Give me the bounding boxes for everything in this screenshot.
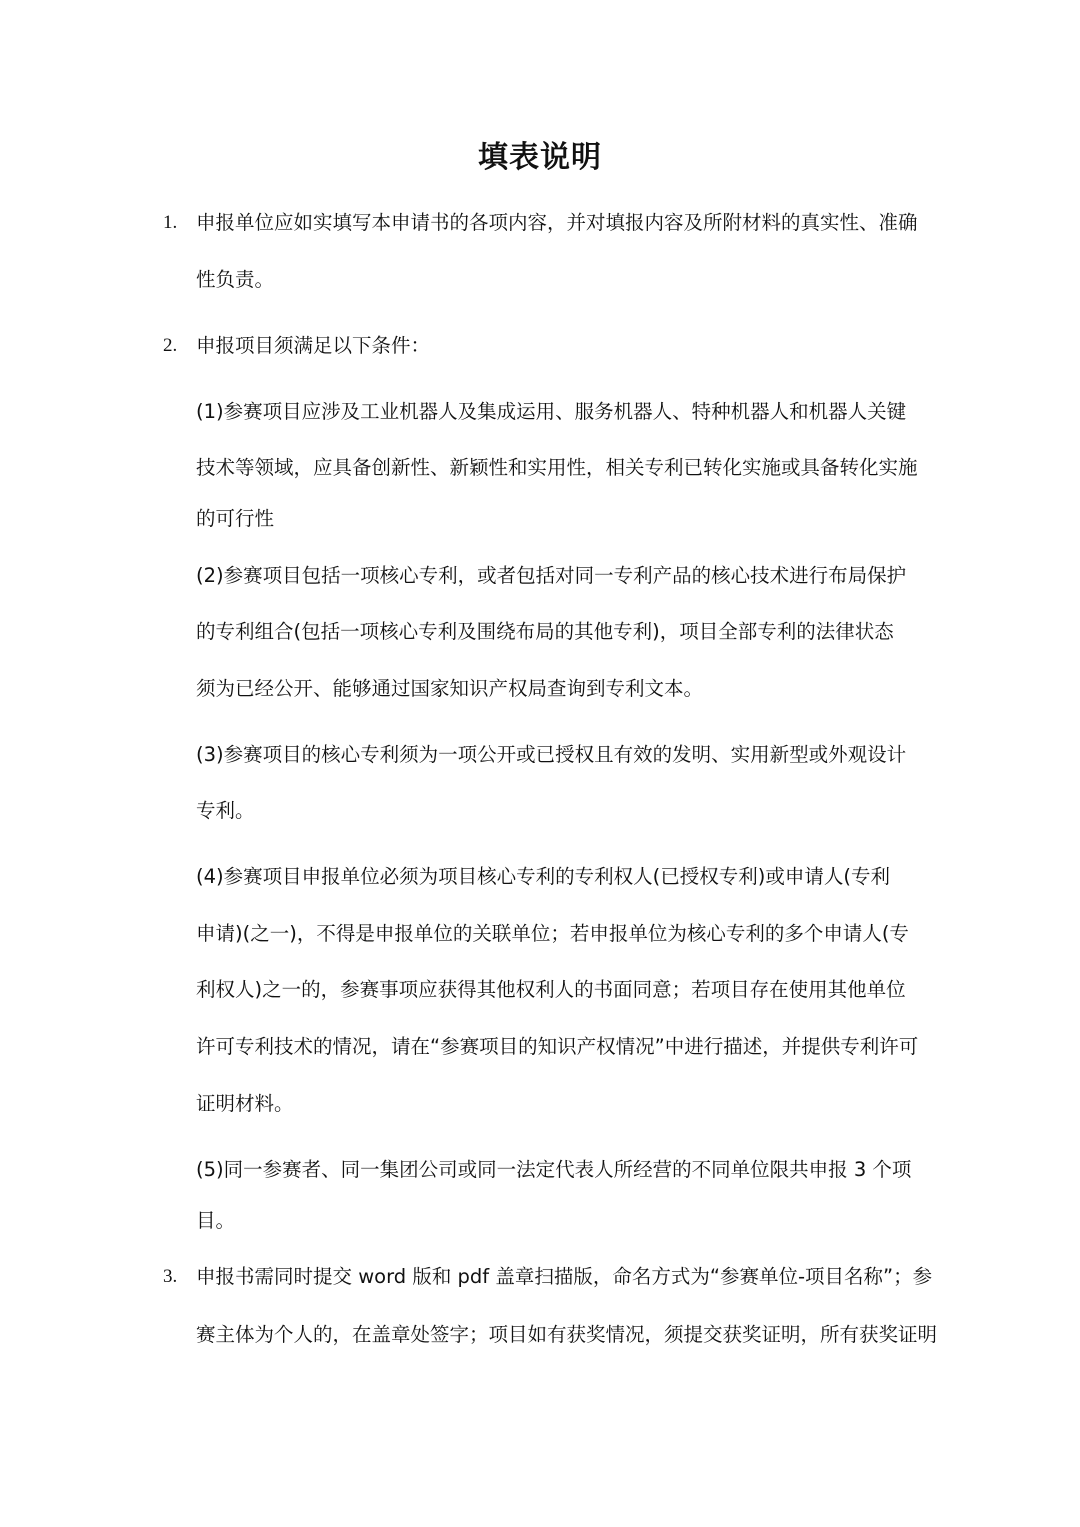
subitem-line: (1)参赛项目应涉及工业机器人及集成运用、服务机器人、特种机器人和机器人关键 — [196, 400, 907, 423]
paragraph-line: 申报项目须满足以下条件： — [196, 334, 431, 357]
subitem-line: 专利。 — [196, 799, 255, 822]
subitem-line: 技术等领域，应具备创新性、新颖性和实用性，相关专利已转化实施或具备转化实施 — [196, 456, 918, 479]
subitem-line: 的可行性 — [196, 507, 275, 530]
subitem-line: (3)参赛项目的核心专利须为一项公开或已授权且有效的发明、实用新型或外观设计 — [196, 743, 907, 766]
item-number: 2. — [163, 335, 178, 356]
subitem-line: 目。 — [196, 1209, 236, 1232]
item-number: 1. — [163, 212, 178, 233]
paragraph-line: 赛主体为个人的，在盖章处签字；项目如有获奖情况，须提交获奖证明，所有获奖证明 — [196, 1323, 938, 1346]
item-number: 3. — [163, 1266, 178, 1287]
subitem-line: 证明材料。 — [196, 1092, 294, 1115]
subitem-line: 的专利组合(包括一项核心专利及围绕布局的其他专利)，项目全部专利的法律状态 — [196, 620, 894, 643]
subitem-line: (2)参赛项目包括一项核心专利，或者包括对同一专利产品的核心技术进行布局保护 — [196, 564, 907, 587]
subitem-line: 申请)(之一)，不得是申报单位的关联单位；若申报单位为核心专利的多个申请人(专 — [196, 922, 909, 945]
paragraph-line: 申报书需同时提交 word 版和 pdf 盖章扫描版，命名方式为“参赛单位-项目名称”；参 — [196, 1265, 933, 1288]
subitem-line: 利权人)之一的，参赛事项应获得其他权利人的书面同意；若项目存在使用其他单位 — [196, 978, 906, 1001]
paragraph-line: 申报单位应如实填写本申请书的各项内容，并对填报内容及所附材料的真实性、准确 — [196, 211, 918, 234]
page-title: 填表说明 — [478, 140, 602, 175]
subitem-line: 许可专利技术的情况，请在“参赛项目的知识产权情况”中进行描述，并提供专利许可 — [196, 1035, 919, 1058]
subitem-line: 须为已经公开、能够通过国家知识产权局查询到专利文本。 — [196, 677, 704, 700]
subitem-line: (4)参赛项目申报单位必须为项目核心专利的专利权人(已授权专利)或申请人(专利 — [196, 865, 890, 888]
subitem-line: (5)同一参赛者、同一集团公司或同一法定代表人所经营的不同单位限共申报 3 个项 — [196, 1158, 912, 1181]
paragraph-line: 性负责。 — [196, 268, 275, 291]
